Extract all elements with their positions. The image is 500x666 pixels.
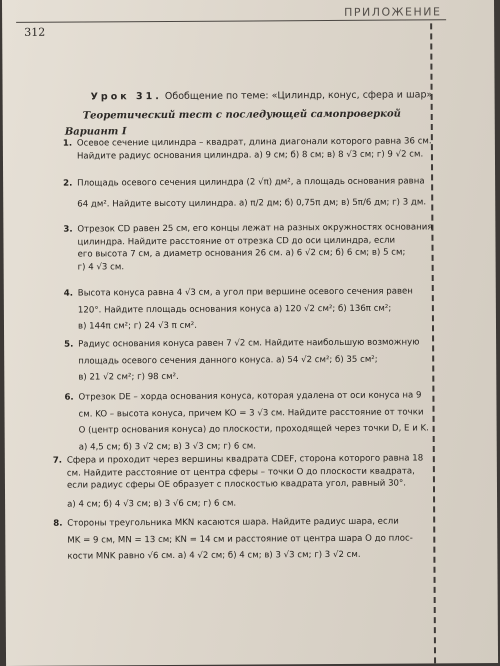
task-4: [63, 285, 413, 333]
task-number: 4.: [63, 288, 74, 299]
task-number: 6.: [64, 392, 74, 403]
task-number: 2.: [63, 178, 73, 189]
task-line: Осевое сечение цилиндра – квадрат, длина диагонали которого равна 36 см.: [76, 136, 432, 149]
task-line: в) 21 √2 см²; г) 98 см².: [78, 372, 179, 383]
task-number: 1.: [62, 138, 73, 149]
task-line: O (центр основания конуса) до плоскости, проходящей через точки D, E и K.: [78, 423, 429, 436]
task-number: 5.: [64, 339, 74, 350]
task-line: Площадь осевого сечения цилиндра (2 √π) дм², а площадь основания равна: [77, 176, 425, 189]
task-2: [63, 175, 427, 210]
task-line: кости MNK равно √6 см. а) 4 √2 см; б) 4 см; в) 3 √3 см; г) 3 √2 см.: [67, 550, 361, 562]
task-7: [52, 452, 424, 511]
test-subtitle: Теоретический тест с последующей самопроверкой: [82, 108, 401, 122]
task-line: Сфера и проходит через вершины квадрата CDEF, сторона которого равна 18: [66, 453, 424, 466]
task-line: г) 4 √3 см.: [77, 262, 125, 273]
lesson-label: Урок 31.: [90, 91, 162, 103]
task-line: площадь осевого сечения данного конуса. а) 54 √2 см²; б) 35 см²;: [78, 354, 378, 367]
task-line: 64 дм². Найдите высоту цилиндра. а) π/2 дм; б) 0,75π дм; в) 5π/6 дм; г) 3 дм.: [77, 197, 427, 210]
task-line: 120°. Найдите площадь основания конуса а) 120 √2 см²; б) 136π см²;: [77, 303, 392, 316]
task-line: Радиус основания конуса равен 7 √2 см. Найдите наибольшую возможную: [78, 337, 420, 350]
task-8: [53, 516, 413, 564]
task-number: 3.: [63, 224, 73, 235]
task-number: 7.: [52, 455, 63, 466]
task-line: цилиндра. Найдите расстояние от отрезка CD до оси цилиндра, если: [77, 235, 396, 248]
variant-heading: Вариант I: [64, 126, 127, 138]
margin-dashed-line: [430, 23, 436, 663]
task-line: см. Найдите расстояние от центра сферы – точки O до плоскости квадрата,: [66, 466, 415, 479]
task-1: [62, 135, 432, 162]
task-line: MK = 9 см, MN = 13 см; KN = 14 см и расстояние от центра шара O до плос-: [67, 533, 413, 546]
task-6: [64, 389, 429, 454]
textbook-page: [2, 0, 498, 666]
task-line: Найдите радиус основания цилиндра. а) 9 см; б) 8 см; в) 8 √3 см; г) 9 √2 см.: [76, 149, 424, 162]
task-line: Высота конуса равна 4 √3 см, а угол при вершине осевого сечения равен: [77, 286, 413, 299]
task-line: а) 4,5 см; б) 3 √2 см; в) 3 √3 см; г) 6 см.: [78, 441, 257, 453]
task-line: а) 4 см; б) 4 √3 см; в) 3 √6 см; г) 6 см.: [67, 498, 237, 510]
task-line: Отрезок CD равен 25 см, его концы лежат на разных окружностях основания: [77, 222, 433, 235]
task-line: Стороны треугольника MKN касаются шара. Найдите радиус шара, если: [67, 516, 399, 529]
task-number: 8.: [53, 518, 63, 529]
task-line: в) 144π см²; г) 24 √3 π см².: [77, 321, 198, 332]
lesson-topic: Обобщение по теме: «Цилиндр, конус, сфера и шар»: [164, 89, 433, 103]
task-line: если радиус сферы OE образует с плоскостью квадрата угол, равный 30°.: [66, 478, 407, 491]
task-line: его высота 7 см, а диаметр основания 26 см. а) 6 √2 см; б) 6 см; в) 5 см;: [77, 247, 406, 260]
page-number: 312: [24, 25, 46, 39]
task-5: [64, 336, 420, 384]
task-line: Отрезок DE – хорда основания конуса, которая удалена от оси конуса на 9: [78, 390, 422, 403]
task-3: [63, 221, 433, 274]
running-head: ПРИЛОЖЕНИЕ: [344, 5, 442, 19]
header-rule: [16, 19, 446, 23]
lesson-title: [91, 89, 433, 102]
task-line: см. KO – высота конуса, причем KO = 3 √3 см. Найдите расстояние от точки: [78, 407, 424, 420]
